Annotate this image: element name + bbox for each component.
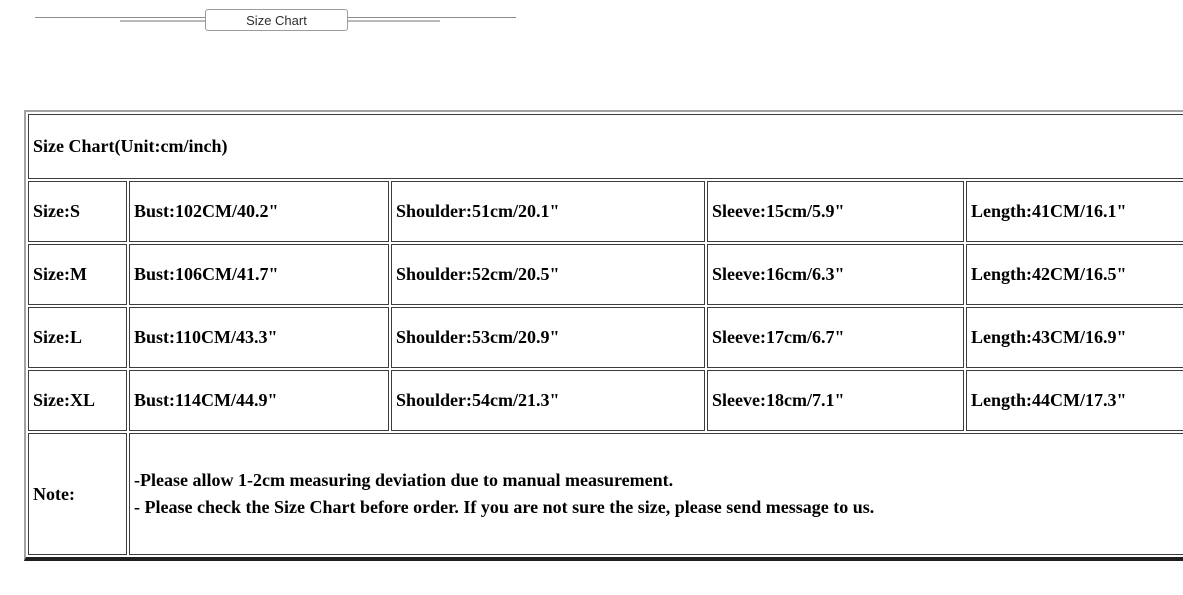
note-line-1: -Please allow 1-2cm measuring deviation due to manual measurement. [134,470,674,490]
table-note-row [28,433,1183,555]
length-cell: Length:43CM/16.9" [966,307,1183,368]
sleeve-cell: Sleeve:16cm/6.3" [707,244,964,305]
table-row-size-xl [28,370,1183,431]
size-chart-table [24,110,1183,561]
shoulder-cell: Shoulder:54cm/21.3" [391,370,705,431]
size-cell: Size:XL [28,370,127,431]
bust-cell: Bust:110CM/43.3" [129,307,389,368]
sleeve-cell: Sleeve:18cm/7.1" [707,370,964,431]
size-chart-label-box [205,9,348,31]
size-chart-divider [0,0,560,42]
shoulder-cell: Shoulder:52cm/20.5" [391,244,705,305]
sleeve-cell: Sleeve:17cm/6.7" [707,307,964,368]
size-cell: Size:M [28,244,127,305]
bust-cell: Bust:114CM/44.9" [129,370,389,431]
note-line-2: - Please check the Size Chart before order. If you are not sure the size, please send message to us. [134,497,875,517]
note-text-cell [129,433,1183,555]
table-row-size-s [28,181,1183,242]
size-cell: Size:S [28,181,127,242]
bust-cell: Bust:106CM/41.7" [129,244,389,305]
shoulder-cell: Shoulder:53cm/20.9" [391,307,705,368]
sleeve-cell: Sleeve:15cm/5.9" [707,181,964,242]
size-cell: Size:L [28,307,127,368]
table-row-size-m [28,244,1183,305]
length-cell: Length:41CM/16.1" [966,181,1183,242]
bust-cell: Bust:102CM/40.2" [129,181,389,242]
table-row-size-l [28,307,1183,368]
length-cell: Length:42CM/16.5" [966,244,1183,305]
note-label-cell: Note: [28,433,127,555]
table-title-cell: Size Chart(Unit:cm/inch) [28,114,1183,179]
table-title-row [28,114,1183,179]
shoulder-cell: Shoulder:51cm/20.1" [391,181,705,242]
length-cell: Length:44CM/17.3" [966,370,1183,431]
size-chart-label: Size Chart [246,12,307,28]
